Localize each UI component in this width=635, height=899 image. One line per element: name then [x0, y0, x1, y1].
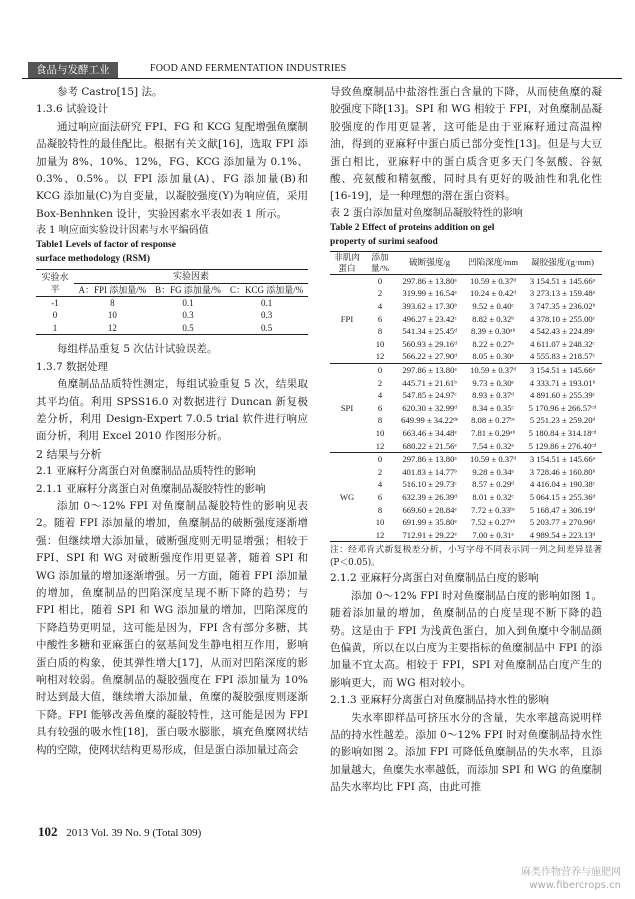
table-cell: 12 — [375, 440, 385, 451]
table-cell: 663.46 ± 34.48ᵉ — [402, 427, 457, 438]
table-cell: 7.81 ± 0.29ᵃᵇ — [471, 427, 516, 438]
table-cell: 649.99 ± 34.22ᵈᵉ — [401, 415, 459, 426]
paragraph: 每组样品重复 5 次估计试验误差。 — [57, 343, 218, 356]
paragraph: 导致鱼糜制品中盐溶性蛋白含量的下降，从而使鱼糜的凝胶强度下降[13]。SPI 和 WG 相较于 FPI，对鱼糜制品凝胶强度的作用更显著，这可能是由于亚麻籽通过高温榨油，得到的亚麻籽中蛋白质已部分变性[13]。但是与大豆蛋白相比，亚麻籽中的蛋白质含更多天门冬氨酸、谷氨酸、亮氨酸和精氨酸，同时具有更好的吸油性和乳化性[16-19]，是一种理想的潜在蛋白资料。 — [330, 86, 602, 203]
table-cell: 297.86 ± 13.80ᵃ — [402, 365, 457, 375]
table-cell: 6 — [377, 313, 383, 324]
table-cell: 7.54 ± 0.32ᵃ — [472, 440, 514, 451]
table-cell: -1 — [51, 298, 59, 309]
page-footer — [38, 824, 201, 840]
table-cell: 4 — [377, 479, 383, 490]
watermark-name: 麻类作物营养与施肥网 — [521, 867, 621, 878]
table-cell: 2 — [377, 288, 383, 299]
table-cell: 0.1 — [261, 298, 273, 309]
table-cell: 541.34 ± 25.45ᵈ — [402, 326, 457, 337]
table-cell: 496.27 ± 23.42ᶜ — [402, 313, 457, 324]
table-cell: 7.52 ± 0.27ᵃᵇ — [471, 517, 516, 528]
table-cell: 4 611.07 ± 248.32ᶜ — [530, 338, 595, 349]
table-cell: 393.62 ± 17.30ᵇ — [402, 301, 457, 312]
table-row — [330, 350, 602, 363]
table-cell: 8.93 ± 0.37ᵈ — [472, 390, 514, 401]
table-cell: 7.72 ± 0.33ᵇᶜ — [471, 504, 516, 515]
paragraph: 参考 Castro[15] 法。 — [57, 86, 163, 98]
table-cell: 8.05 ± 0.30ᵃ — [472, 351, 514, 362]
table-cell: 4 542.43 ± 224.89ᶜ — [530, 326, 595, 337]
table-cell: 5 180.84 ± 314.18ᶜᵈ — [528, 427, 597, 438]
protein-group-label: SPI — [340, 402, 354, 413]
table-cell: 5 170.96 ± 266.57ᶜᵈ — [528, 402, 597, 413]
table-row — [330, 516, 602, 529]
table-cell: 7.00 ± 0.31ᵃ — [472, 529, 514, 540]
table-1-caption-en: surface methodology (RSM) — [36, 254, 150, 265]
watermark — [521, 866, 621, 892]
table-cell: 10.24 ± 0.42ᵈ — [470, 288, 517, 299]
table-cell: 632.39 ± 26.39ᵈ — [402, 491, 457, 502]
table-row — [330, 529, 602, 542]
protein-group-label: WG — [339, 491, 355, 502]
table-2-caption-en: property of surimi seafood — [330, 236, 438, 247]
table-cell: 8 — [110, 298, 115, 309]
table-cell: 8 — [377, 504, 383, 515]
paragraph: 通过响应面法研究 FPI、FG 和 KCG 复配增强鱼糜制品凝胶特性的最佳配比。根据有关文献[16]，选取 FPI 添加量为 8%、10%、12%，FG、KCG 添加量为 0.1%、0.3%、0.5%。以 FPI 添加量(A)、FG 添加量(B)和 KCG 添加量(C)为自变量，以凝胶强度(Y)为响应值，采用 Box-Benhnken 设计，实验因素水平表如表 1 所示。 — [36, 120, 308, 220]
table-row — [330, 300, 602, 313]
table-cell: 12 — [375, 529, 385, 540]
table-1 — [36, 269, 308, 335]
table-cell: 297.86 ± 13.80ᵃ — [402, 454, 457, 465]
table-cell: 8 — [377, 415, 383, 426]
table-cell: 4 — [377, 301, 383, 312]
table-2-note: 注：经邓肯式新复极差分析，小写字母不同表示同一列之间差异显著(P＜0.05)。 — [330, 545, 602, 569]
issue-info: 2013 Vol. 39 No. 9 (Total 309) — [66, 827, 202, 839]
table-cell: 712.91 ± 29.22ᵉ — [402, 529, 457, 540]
table-2-header-break: 破断强度/g — [396, 251, 463, 274]
table-row — [36, 322, 308, 335]
table-cell: 8.39 ± 0.30ᵃᵇ — [471, 326, 516, 337]
table-cell: 10 — [375, 517, 385, 528]
table-row — [330, 325, 602, 338]
paragraph: 鱼糜制品品质特性测定，每组试验重复 5 次，结果取其平均值。利用 SPSS16.0 对数据进行 Duncan 新复极差分析，利用 Design-Expert 7.0.5 trial 软件进行响应面分析，利用 Excel 2010 作图形分析。 — [36, 378, 308, 443]
table-1-header-factors: 实验因素 — [74, 270, 308, 283]
table-cell: 401.83 ± 14.77ᵇ — [402, 466, 457, 477]
paragraph: 添加 0～12% FPI 对鱼糜制品凝胶特性的影响见表 2。随着 FPI 添加量的增加，鱼糜制品的破断强度逐渐增强：但继续增大添加量，破断强度则无明显增强；相较于 FPI、SPI 和 WG 对破断强度作用更显著，随着 SPI 和 WG 添加量的增加逐渐增强。另一方面，随着 FPI 添加量的增加，鱼糜制品的凹陷深度呈现不断下降的趋势；与 FPI 相比，随着 SPI 和 WG 添加量的增加，凹陷深度的下降趋势更明显，这可能是因为，FPI 含有部分多糖，其中酸性多糖和亚麻蛋白的氨基间发生静电相互作用，影响蛋白质的构象，使其弹性增大[17]，从而对凹陷深度的影响相对较弱。鱼糜制品的凝胶强度在 FPI 添加量为 10% 时达到最大值，继续增大添加量，鱼糜的凝胶强度则逐渐下降。FPI 能够改善鱼糜的凝胶特性，这可能是因为 FPI 具有较强的吸水性[18]，蛋白吸水膨胀，填充鱼糜网状结构的空隙，使网状结构更易形成，但是蛋白添加量过高会 — [36, 499, 308, 756]
table-cell: 10 — [107, 310, 117, 321]
table-cell: 0 — [377, 275, 383, 286]
table-cell: 0 — [377, 365, 383, 375]
journal-name-cn: 食品与发酵工业 — [28, 62, 118, 78]
table-2 — [330, 251, 602, 542]
table-row — [330, 364, 602, 377]
table-cell: 4 555.83 ± 218.57ᶜ — [530, 351, 595, 362]
table-cell: 0.5 — [261, 322, 273, 333]
table-cell: 9.52 ± 0.40ᶜ — [472, 301, 514, 312]
watermark-url: www.fibercrops.cn — [529, 880, 621, 891]
table-row — [330, 402, 602, 415]
table-row — [330, 466, 602, 479]
section-heading-2-1: 2.1 亚麻籽分离蛋白对鱼糜制品品质特性的影响 — [36, 465, 256, 478]
table-cell: 5 203.77 ± 270.96ᵈ — [529, 517, 596, 528]
table-cell: 4 — [377, 390, 383, 401]
table-cell: 0.5 — [182, 322, 194, 333]
table-cell: 8.82 ± 0.32ᵇ — [472, 313, 514, 324]
table-1-header-c: C：KCG 添加量/% — [225, 283, 308, 296]
table-cell: 5 064.15 ± 255.36ᵈ — [529, 491, 596, 502]
table-cell: 10.59 ± 0.37ᵈ — [470, 454, 517, 465]
table-row — [36, 309, 308, 321]
paragraph: 添加 0～12% FPI 时对鱼糜制品白度的影响如图 1。随着添加量的增加，鱼糜制品的白度呈现不断下降的趋势。这是由于 FPI 为浅黄色蛋白，加入到鱼糜中令制品颜色偏黄，所以在以白度为主要指标的鱼糜制品中 FPI 的添加量不宜太高。相较于 FPI，SPI 对鱼糜制品白度产生的影响更大，而 WG 相对较小。 — [330, 589, 602, 689]
table-cell: 445.71 ± 21.61ᵇ — [402, 377, 457, 388]
table-cell: 547.85 ± 24.97ᶜ — [402, 390, 457, 401]
table-row — [330, 414, 602, 427]
protein-group-label: FPI — [340, 313, 354, 324]
table-cell: 12 — [375, 351, 385, 362]
section-heading-2-1-2: 2.1.2 亚麻籽分离蛋白对鱼糜制品白度的影响 — [330, 572, 539, 585]
section-heading-2-1-3: 2.1.3 亚麻籽分离蛋白对鱼糜制品持水性的影响 — [330, 694, 550, 707]
table-row — [330, 377, 602, 390]
table-cell: 3 154.51 ± 145.66ᵃ — [529, 365, 595, 375]
table-cell: 3 747.35 ± 236.02ᵇ — [529, 301, 596, 312]
table-cell: 3 154.51 ± 145.66ᵃ — [529, 275, 595, 286]
table-row — [330, 313, 602, 326]
table-cell: 2 — [377, 466, 383, 477]
table-cell: 5 129.86 ± 276.40ᶜᵈ — [528, 440, 597, 451]
table-2-caption-en: Table 2 Effect of proteins addition on gel — [330, 222, 495, 233]
journal-name-en: FOOD AND FERMENTATION INDUSTRIES — [150, 63, 347, 74]
right-column — [330, 84, 602, 797]
table-row — [330, 338, 602, 351]
table-row — [330, 504, 602, 517]
running-header — [22, 62, 622, 78]
table-cell: 8 — [377, 326, 383, 337]
table-cell: 8.08 ± 0.27ᵇᶜ — [471, 415, 516, 426]
table-cell: 0.1 — [182, 298, 194, 309]
table-cell: 10 — [375, 427, 385, 438]
table-cell: 566.22 ± 27.90ᵈ — [402, 351, 457, 362]
table-1-header-level: 实验水平 — [36, 270, 74, 297]
table-cell: 2 — [377, 377, 383, 388]
table-row — [330, 389, 602, 402]
header-rule — [22, 78, 622, 79]
table-cell: 0.3 — [182, 310, 194, 321]
table-cell: 297.86 ± 13.80ᵃ — [402, 275, 457, 286]
table-row — [330, 274, 602, 287]
table-2-header-protein: 非肌肉蛋白 — [330, 251, 364, 274]
table-cell: 669.60 ± 28.84ᵉ — [402, 504, 457, 515]
table-cell: 6 — [377, 402, 383, 413]
table-row — [330, 427, 602, 440]
table-1-header-a: A：FPI 添加量/% — [74, 283, 151, 296]
table-cell: 516.10 ± 29.73ᶜ — [402, 479, 457, 490]
table-1-caption-en: Table1 Levels of factor of response — [36, 240, 176, 251]
table-row — [36, 297, 308, 310]
table-cell: 560.93 ± 29.16ᵈ — [402, 338, 457, 349]
section-heading-1-3-7: 1.3.7 数据处理 — [36, 360, 109, 373]
table-row — [330, 440, 602, 453]
page-number: 102 — [38, 824, 58, 839]
table-cell: 691.99 ± 35.80ᵉ — [402, 517, 457, 528]
section-heading-1-3-6: 1.3.6 试验设计 — [36, 103, 109, 116]
table-cell: 8.01 ± 0.32ᶜ — [472, 491, 514, 502]
table-cell: 4 891.60 ± 255.39ᶜ — [530, 390, 595, 401]
table-cell: 8.57 ± 0.29ᵈ — [472, 479, 514, 490]
table-cell: 0 — [377, 454, 383, 465]
table-1-header-b: B：FG 添加量/% — [151, 283, 226, 296]
table-cell: 9.28 ± 0.34ᵉ — [472, 466, 514, 477]
table-cell: 0.3 — [261, 310, 273, 321]
table-2-header-depth: 凹陷深度/mm — [463, 251, 523, 274]
table-row — [330, 453, 602, 466]
table-cell: 5 168.47 ± 306.19ᵈ — [529, 504, 596, 515]
table-row — [330, 287, 602, 300]
table-cell: 9.73 ± 0.30ᵉ — [472, 377, 514, 388]
table-cell: 4 378.10 ± 255.00ᶜ — [530, 313, 595, 324]
section-heading-2: 2 结果与分析 — [36, 447, 102, 461]
table-2-header-amount: 添加量/% — [364, 251, 396, 274]
table-cell: 10 — [375, 338, 385, 349]
paragraph: 失水率即样品可挤压水分的含量，失水率越高说明样品的持水性越差。添加 0～12% FPI 时对鱼糜制品持水性的影响如图 2。添加 FPI 可降低鱼糜制品的失水率，且添加量越大，鱼糜失水率越低，而添加 SPI 和 WG 的鱼糜制品失水率均比 FPI 高，由此可推 — [330, 711, 602, 794]
table-2-header-gel: 凝胶强度/(g·mm) — [523, 251, 602, 274]
table-cell: 10.59 ± 0.37ᵈ — [470, 365, 517, 375]
table-cell: 680.22 ± 21.56ᵉ — [402, 440, 457, 451]
table-cell: 1 — [52, 322, 58, 333]
table-2-body — [330, 274, 602, 541]
table-cell: 4 416.04 ± 190.38ᶜ — [530, 479, 595, 490]
table-cell: 12 — [107, 322, 117, 333]
table-cell: 4 333.71 ± 193.01ᵇ — [529, 377, 596, 388]
table-cell: 0 — [52, 310, 58, 321]
table-cell: 5 251.23 ± 259.20ᵈ — [529, 415, 596, 426]
left-column — [36, 84, 308, 759]
table-row — [330, 478, 602, 491]
table-cell: 3 273.13 ± 159.48ᵃ — [529, 288, 595, 299]
table-row — [330, 491, 602, 504]
table-cell: 3 154.51 ± 145.66ᵃ — [529, 454, 595, 465]
table-cell: 3 728.46 ± 160.80ᵇ — [529, 466, 596, 477]
table-cell: 8.22 ± 0.27ᵃ — [472, 338, 514, 349]
table-cell: 6 — [377, 491, 383, 502]
table-cell: 620.30 ± 32.99ᵈ — [402, 402, 457, 413]
table-cell: 4 989.54 ± 223.13ᵈ — [529, 529, 596, 540]
table-cell: 10.59 ± 0.37ᵈ — [470, 275, 517, 286]
table-2-caption: 表 2 蛋白添加量对鱼糜制品凝胶特性的影响 — [330, 207, 523, 219]
section-heading-2-1-1: 2.1.1 亚麻籽分离蛋白对鱼糜制品凝胶特性的影响 — [36, 482, 266, 495]
table-cell: 319.99 ± 16.54ᵃ — [402, 288, 457, 299]
table-1-caption: 表 1 响应面实验设计因素与水平编码值 — [36, 225, 209, 237]
table-cell: 8.34 ± 0.35ᶜ — [472, 402, 514, 413]
